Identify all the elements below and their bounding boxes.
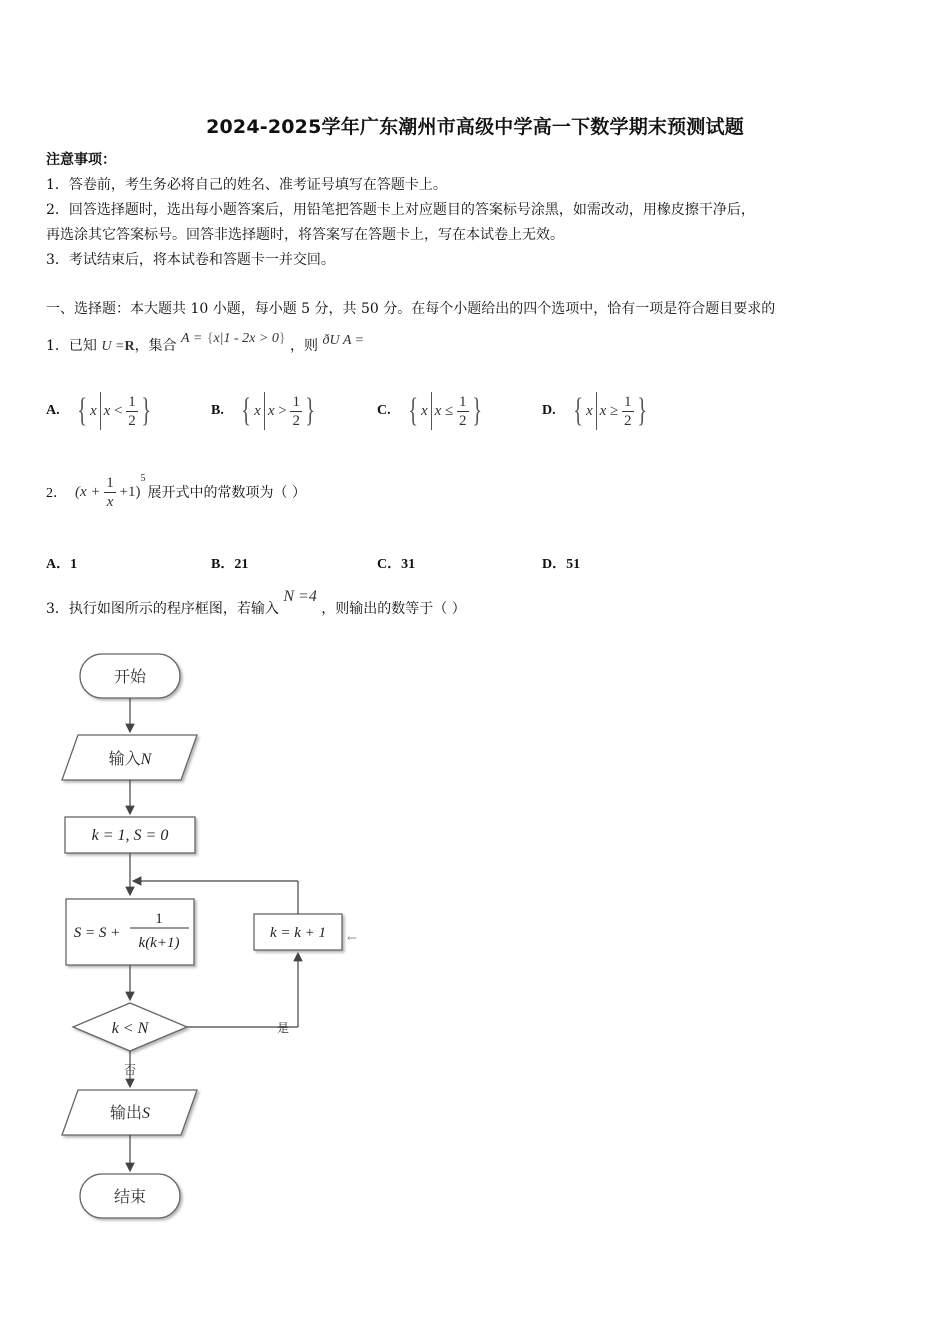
q1-option-d-den: 2 <box>624 412 632 429</box>
flowchart-input-var: N <box>140 751 152 768</box>
q2-power: 5 <box>140 473 146 485</box>
question-2 <box>46 468 306 516</box>
notes-item-3: 3．考试结束后，将本试卷和答题卡一并交回。 <box>46 252 335 268</box>
q1-option-a-op: < <box>114 402 123 419</box>
q2-number: 2． <box>46 486 67 501</box>
q1-option-b[interactable] <box>211 386 318 436</box>
question-3 <box>46 588 466 622</box>
q1-option-b-num: 1 <box>292 393 300 410</box>
q1-option-b-op: > <box>278 402 287 419</box>
q1-option-d[interactable] <box>542 386 650 436</box>
q2-option-d-value: 51 <box>566 557 581 572</box>
q2-option-c-label: C． <box>377 557 402 572</box>
q1-set-brace-right: } <box>278 331 286 346</box>
q1-option-c-num: 1 <box>459 393 467 410</box>
q1-option-c[interactable] <box>377 386 485 436</box>
flowchart-update-s-den: k(k+1) <box>138 935 180 951</box>
q2-option-b-value: 21 <box>234 557 249 572</box>
q1-option-d-label: D. <box>542 403 556 418</box>
q2-expr-left: (x + <box>75 483 101 500</box>
q1-option-a-set: { x x < $\frac{1}{2}$ } <box>76 392 151 429</box>
q2-expr-right: +1) <box>119 483 141 500</box>
q2-option-d[interactable] <box>542 553 580 573</box>
q3-text-1: 3．执行如图所示的程序框图，若输入 <box>46 601 279 617</box>
flowchart-output-label <box>110 1103 150 1122</box>
q1-option-c-den: 2 <box>459 412 467 429</box>
q2-option-a-label: A． <box>46 557 71 572</box>
flowchart-increment-label: k = k + 1 <box>269 925 327 941</box>
q1-option-a-label: A. <box>46 403 60 418</box>
q3-n-expr: N =4 <box>283 588 317 605</box>
question-1 <box>46 331 365 359</box>
q2-option-b[interactable] <box>211 553 248 573</box>
flowchart-end-label: 结束 <box>113 1187 147 1206</box>
notes-heading: 注意事项： <box>46 152 116 168</box>
q1-option-d-set: { x x ≥ $\frac{1}{2}$ } <box>572 392 647 429</box>
q1-option-a[interactable] <box>46 386 154 436</box>
q1-set-a-body: x|1 - 2x > 0 <box>213 331 279 346</box>
notes-item-2b: 再选涂其它答案标号。回答非选择题时，将答案写在答题卡上，写在本试卷上无效。 <box>46 227 564 243</box>
q1-r: R <box>124 339 135 354</box>
flowchart-output-var: S <box>142 1105 151 1122</box>
q2-option-b-label: B． <box>211 557 235 572</box>
flowchart-condition-label: k < N <box>111 1020 149 1037</box>
q1-text3: ，则 <box>290 338 319 354</box>
flowchart-init-label: k = 1, S = 0 <box>91 827 169 844</box>
q1-option-b-set: { x x > $\frac{1}{2}$ } <box>241 392 316 429</box>
q2-frac-num: 1 <box>106 474 114 491</box>
q1-complement: ðU A = <box>322 333 365 348</box>
q1-set-brace-left: { <box>206 331 214 346</box>
page-title: 2024-2025学年广东潮州市高级中学高一下数学期末预测试题 <box>206 116 744 138</box>
q1-option-c-op: ≤ <box>445 402 454 419</box>
notes-item-2a: 2．回答选择题时，选出每小题答案后，用铅笔把答题卡上对应题目的答案标号涂黑，如需改动，用橡皮擦干净后， <box>46 202 755 218</box>
q3-text-2: ，则输出的数等于（ ） <box>321 601 466 617</box>
q2-option-a[interactable] <box>46 553 77 573</box>
q2-frac-den: x <box>106 493 114 510</box>
flowchart-start-label: 开始 <box>113 667 147 686</box>
q2-option-d-label: D． <box>542 557 567 572</box>
flowchart-update-s-num: 1 <box>155 911 163 927</box>
q2-option-c[interactable] <box>377 553 415 573</box>
q1-option-a-num: 1 <box>128 393 136 410</box>
flowchart-no-label: 否 <box>123 1063 137 1077</box>
q1-set-a-label: A = <box>181 331 203 346</box>
flowchart-stray-arrow: ← <box>346 931 358 945</box>
flowchart-update-s-left: S = S + <box>73 925 121 941</box>
q1-text2: ，集合 <box>134 338 177 354</box>
q1-option-b-den: 2 <box>292 412 300 429</box>
q1-option-d-op: ≥ <box>610 402 619 419</box>
flowchart-input-text: 输入 <box>108 749 141 768</box>
flowchart-output-text: 输出 <box>109 1103 143 1122</box>
q1-option-d-num: 1 <box>624 393 632 410</box>
q2-option-a-value: 1 <box>70 557 78 572</box>
q1-option-c-label: C. <box>377 403 391 418</box>
q1-set-a <box>181 330 290 346</box>
section-heading: 一、选择题：本大题共 10 小题，每小题 5 分，共 50 分。在每个小题给出的四个选项中，恰有一项是符合题目要求的 <box>46 301 776 317</box>
q1-option-c-set: { x x ≤ $\frac{1}{2}$ } <box>407 392 482 429</box>
q2-option-c-value: 31 <box>401 557 416 572</box>
q1-u-expr: U = <box>101 339 125 354</box>
q2-expr <box>75 474 146 511</box>
notes-item-1: 1．答卷前，考生务必将自己的姓名、准考证号填写在答题卡上。 <box>46 177 447 193</box>
q1-number: 1．已知 <box>46 338 97 354</box>
flowchart-yes-label: 是 <box>276 1021 290 1035</box>
q1-option-a-den: 2 <box>128 412 136 429</box>
flowchart <box>0 640 400 1240</box>
flowchart-input-label <box>109 749 153 768</box>
q1-option-b-label: B. <box>211 403 224 418</box>
q2-text: 展开式中的常数项为（ ） <box>147 485 306 501</box>
